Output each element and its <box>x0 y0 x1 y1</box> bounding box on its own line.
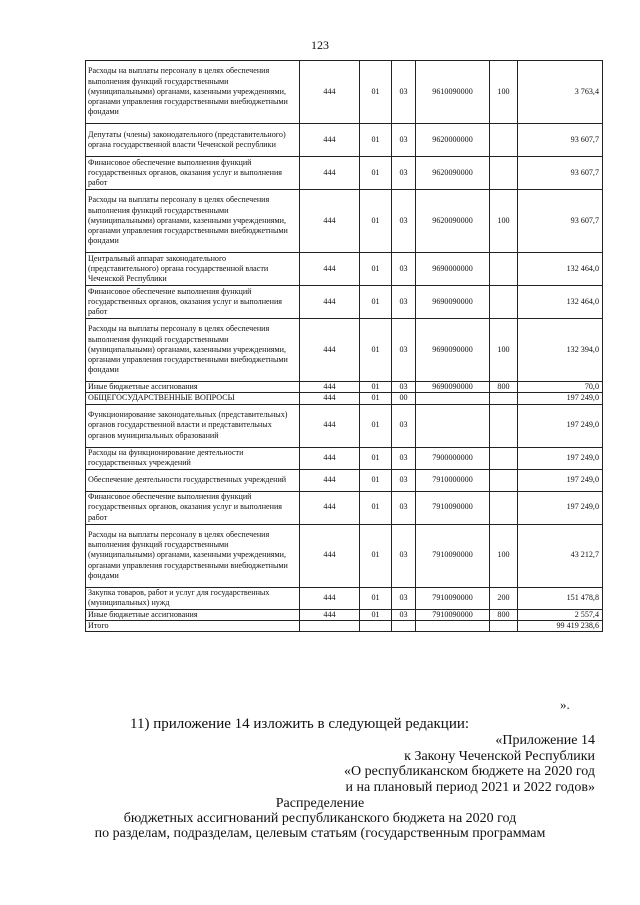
cell-section-code: 01 <box>360 190 392 253</box>
table-row <box>86 587 603 609</box>
title-line: Распределение <box>275 796 365 811</box>
cell-expense-name: Иные бюджетные ассигнования <box>86 609 300 620</box>
cell-amount: 3 763,4 <box>518 61 603 124</box>
cell-section-code: 01 <box>360 157 392 190</box>
cell-expense-name: Итого <box>86 620 300 631</box>
cell-expense-type <box>490 393 518 404</box>
cell-expense-type <box>490 124 518 157</box>
cell-target-article: 7910090000 <box>416 524 490 587</box>
cell-ministry-code: 444 <box>300 404 360 447</box>
cell-amount: 70,0 <box>518 382 603 393</box>
annex-header-line: к Закону Чеченской Республики <box>404 748 595 764</box>
cell-amount: 197 249,0 <box>518 393 603 404</box>
cell-expense-name: Расходы на выплаты персоналу в целях обеспечения выполнения функций государственными (муниципальными) органами, казенными учреждениями, органами управления государственными внебюджетными фондами <box>86 190 300 253</box>
table-row <box>86 190 603 253</box>
annex-header-line: и на плановый период 2021 и 2022 годов» <box>345 779 595 795</box>
cell-amount: 93 607,7 <box>518 190 603 253</box>
cell-subsection-code: 03 <box>392 190 416 253</box>
cell-target-article: 9690090000 <box>416 286 490 319</box>
cell-expense-type: 100 <box>490 190 518 253</box>
cell-expense-type <box>490 286 518 319</box>
cell-expense-type: 100 <box>490 319 518 382</box>
cell-subsection-code: 03 <box>392 404 416 447</box>
cell-expense-type: 800 <box>490 609 518 620</box>
cell-section-code: 01 <box>360 447 392 469</box>
table-row <box>86 393 603 404</box>
cell-ministry-code: 444 <box>300 253 360 286</box>
cell-expense-type <box>490 620 518 631</box>
cell-target-article: 9690090000 <box>416 382 490 393</box>
cell-expense-name: Расходы на выплаты персоналу в целях обеспечения выполнения функций государственными (муниципальными) органами, казенными учреждениями, органами управления государственными внебюджетными фондами <box>86 319 300 382</box>
cell-section-code: 01 <box>360 587 392 609</box>
cell-section-code: 01 <box>360 404 392 447</box>
table-row <box>86 609 603 620</box>
annex-header-line: «О республиканском бюджете на 2020 год <box>344 764 595 779</box>
cell-ministry-code: 444 <box>300 124 360 157</box>
cell-ministry-code: 444 <box>300 469 360 491</box>
cell-subsection-code: 03 <box>392 61 416 124</box>
table-row <box>86 404 603 447</box>
cell-expense-name: Депутаты (члены) законодательного (представительного) органа государственной власти Чеченской республики <box>86 124 300 157</box>
cell-ministry-code: 444 <box>300 609 360 620</box>
cell-section-code: 01 <box>360 61 392 124</box>
cell-expense-type: 200 <box>490 587 518 609</box>
cell-ministry-code: 444 <box>300 524 360 587</box>
cell-amount: 132 394,0 <box>518 319 603 382</box>
cell-section-code: 01 <box>360 124 392 157</box>
cell-subsection-code: 03 <box>392 157 416 190</box>
cell-subsection-code: 03 <box>392 587 416 609</box>
cell-section-code: 01 <box>360 609 392 620</box>
table-row <box>86 319 603 382</box>
cell-expense-name: Финансовое обеспечение выполнения функций государственных органов, оказания услуг и выполнения работ <box>86 491 300 524</box>
budget-table-body <box>86 61 603 632</box>
table-row <box>86 157 603 190</box>
cell-subsection-code: 00 <box>392 393 416 404</box>
table-row <box>86 447 603 469</box>
cell-section-code: 01 <box>360 469 392 491</box>
cell-amount: 197 249,0 <box>518 404 603 447</box>
cell-section-code: 01 <box>360 253 392 286</box>
table-row <box>86 620 603 631</box>
cell-expense-type: 100 <box>490 524 518 587</box>
cell-section-code: 01 <box>360 382 392 393</box>
cell-amount: 197 249,0 <box>518 447 603 469</box>
cell-expense-name: ОБЩЕГОСУДАРСТВЕННЫЕ ВОПРОСЫ <box>86 393 300 404</box>
cell-section-code: 01 <box>360 393 392 404</box>
table-row <box>86 124 603 157</box>
cell-target-article <box>416 620 490 631</box>
cell-subsection-code: 03 <box>392 469 416 491</box>
table-row <box>86 61 603 124</box>
cell-amount: 197 249,0 <box>518 469 603 491</box>
cell-ministry-code: 444 <box>300 393 360 404</box>
cell-ministry-code: 444 <box>300 190 360 253</box>
cell-ministry-code: 444 <box>300 157 360 190</box>
cell-section-code: 01 <box>360 491 392 524</box>
cell-expense-type <box>490 253 518 286</box>
table-row <box>86 469 603 491</box>
cell-expense-type: 800 <box>490 382 518 393</box>
cell-expense-name: Финансовое обеспечение выполнения функций государственных органов, оказания услуг и выполнения работ <box>86 157 300 190</box>
cell-subsection-code: 03 <box>392 124 416 157</box>
cell-target-article: 7910000000 <box>416 469 490 491</box>
cell-amount: 2 557,4 <box>518 609 603 620</box>
cell-ministry-code: 444 <box>300 286 360 319</box>
cell-expense-name: Центральный аппарат законодательного (представительного) органа государственной власти Чеченской Республики <box>86 253 300 286</box>
cell-expense-name: Иные бюджетные ассигнования <box>86 382 300 393</box>
cell-target-article: 9620000000 <box>416 124 490 157</box>
cell-amount: 197 249,0 <box>518 491 603 524</box>
cell-target-article: 9610090000 <box>416 61 490 124</box>
cell-subsection-code: 03 <box>392 382 416 393</box>
cell-subsection-code: 03 <box>392 286 416 319</box>
cell-expense-type <box>490 157 518 190</box>
cell-amount: 93 607,7 <box>518 157 603 190</box>
cell-subsection-code: 03 <box>392 447 416 469</box>
title-line: по разделам, подразделам, целевым статьям (государственным программам <box>94 826 546 841</box>
cell-amount: 132 464,0 <box>518 253 603 286</box>
cell-ministry-code: 444 <box>300 61 360 124</box>
table-row <box>86 382 603 393</box>
cell-amount: 151 478,8 <box>518 587 603 609</box>
cell-amount: 99 419 238,6 <box>518 620 603 631</box>
cell-section-code <box>360 620 392 631</box>
cell-expense-name: Финансовое обеспечение выполнения функций государственных органов, оказания услуг и выполнения работ <box>86 286 300 319</box>
cell-expense-name: Обеспечение деятельности государственных учреждений <box>86 469 300 491</box>
cell-target-article <box>416 393 490 404</box>
cell-expense-name: Расходы на выплаты персоналу в целях обеспечения выполнения функций государственными (муниципальными) органами, казенными учреждениями, органами управления государственными внебюджетными фондами <box>86 61 300 124</box>
table-row <box>86 524 603 587</box>
cell-ministry-code: 444 <box>300 491 360 524</box>
cell-subsection-code <box>392 620 416 631</box>
cell-target-article: 7910090000 <box>416 587 490 609</box>
cell-expense-name: Расходы на функционирование деятельности государственных учреждений <box>86 447 300 469</box>
cell-ministry-code: 444 <box>300 447 360 469</box>
cell-expense-name: Расходы на выплаты персоналу в целях обеспечения выполнения функций государственными (муниципальными) органами, казенными учреждениями, органами управления государственными внебюджетными фондами <box>86 524 300 587</box>
table-row <box>86 253 603 286</box>
cell-expense-type: 100 <box>490 61 518 124</box>
cell-ministry-code: 444 <box>300 587 360 609</box>
cell-target-article: 7900000000 <box>416 447 490 469</box>
cell-target-article: 7910090000 <box>416 491 490 524</box>
annex-header-line: «Приложение 14 <box>495 733 595 748</box>
cell-expense-type <box>490 469 518 491</box>
cell-target-article: 9690000000 <box>416 253 490 286</box>
cell-expense-name: Закупка товаров, работ и услуг для государственных (муниципальных) нужд <box>86 587 300 609</box>
cell-ministry-code <box>300 620 360 631</box>
closing-mark: ». <box>560 697 570 712</box>
cell-target-article: 9690090000 <box>416 319 490 382</box>
cell-section-code: 01 <box>360 319 392 382</box>
cell-subsection-code: 03 <box>392 524 416 587</box>
cell-target-article: 7910090000 <box>416 609 490 620</box>
cell-section-code: 01 <box>360 524 392 587</box>
cell-amount: 93 607,7 <box>518 124 603 157</box>
cell-subsection-code: 03 <box>392 253 416 286</box>
cell-amount: 43 212,7 <box>518 524 603 587</box>
page-number: 123 <box>311 38 329 52</box>
document-title <box>0 796 640 841</box>
budget-table <box>85 60 603 632</box>
title-line: бюджетных ассигнований республиканского бюджета на 2020 год <box>123 811 517 826</box>
table-row <box>86 491 603 524</box>
cell-amount: 132 464,0 <box>518 286 603 319</box>
cell-ministry-code: 444 <box>300 319 360 382</box>
cell-expense-type <box>490 491 518 524</box>
cell-expense-type <box>490 447 518 469</box>
cell-section-code: 01 <box>360 286 392 319</box>
amendment-instruction: 11) приложение 14 изложить в следующей редакции: <box>130 716 470 732</box>
cell-expense-name: Функционирование законодательных (представительных) органов государственной власти и представительных органов муниципальных образований <box>86 404 300 447</box>
cell-target-article: 9620090000 <box>416 190 490 253</box>
table-row <box>86 286 603 319</box>
cell-ministry-code: 444 <box>300 382 360 393</box>
cell-subsection-code: 03 <box>392 609 416 620</box>
cell-expense-type <box>490 404 518 447</box>
cell-subsection-code: 03 <box>392 491 416 524</box>
annex-header <box>344 733 595 795</box>
cell-target-article <box>416 404 490 447</box>
cell-target-article: 9620090000 <box>416 157 490 190</box>
cell-subsection-code: 03 <box>392 319 416 382</box>
